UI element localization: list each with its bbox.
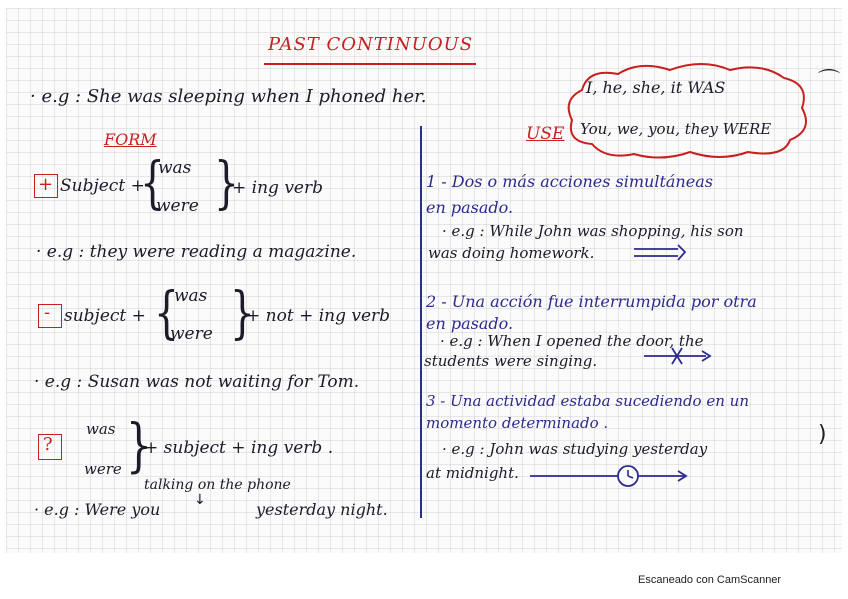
use-1-heading-2: en pasado.: [426, 198, 514, 217]
interrupted-arrow-icon: [642, 344, 714, 366]
title-underline: [264, 63, 476, 65]
use-3-heading: 3 - Una actividad estaba sucediendo en un: [426, 392, 749, 410]
question-suffix: + subject + ing verb .: [144, 438, 334, 458]
use-1-example-2: was doing homework.: [428, 244, 595, 262]
negative-were: were: [170, 324, 213, 344]
form-label: FORM: [104, 130, 157, 149]
edge-mark-bottom: ): [818, 422, 827, 447]
negative-suffix: + not + ing verb: [246, 306, 391, 326]
use-3-example-2: at midnight.: [426, 464, 519, 482]
notebook-page: [6, 8, 842, 553]
edge-mark-top: ⌒: [818, 69, 841, 94]
simultaneous-arrows-icon: [632, 244, 688, 262]
negative-brace-left: {: [154, 281, 179, 346]
question-were: were: [84, 460, 122, 478]
affirmative-suffix: + ing verb: [232, 178, 323, 198]
affirmative-were: were: [156, 196, 199, 216]
question-example-above: talking on the phone: [144, 477, 291, 493]
affirmative-brace-right: }: [214, 151, 239, 216]
use-label: USE: [526, 124, 565, 144]
use-3-heading-2: momento determinado .: [426, 414, 609, 432]
question-example-end: yesterday night.: [256, 500, 388, 519]
cloud-line-1: I, he, she, it WAS: [586, 78, 726, 97]
negative-subject: subject +: [64, 306, 146, 326]
question-example: · e.g : Were you: [34, 500, 161, 519]
use-2-heading-2: en pasado.: [426, 314, 514, 333]
clock-timeline-icon: [528, 462, 692, 488]
scanner-footer: Escaneado con CamScanner: [638, 574, 782, 586]
affirmative-subject: Subject +: [60, 176, 145, 196]
question-symbol: ?: [43, 434, 53, 455]
affirmative-symbol: +: [38, 174, 54, 195]
negative-was: was: [174, 286, 208, 306]
page-title: PAST CONTINUOUS: [268, 34, 474, 55]
question-brace-right: }: [126, 411, 152, 479]
insert-arrow-icon: ↓: [194, 492, 206, 508]
affirmative-was: was: [158, 158, 192, 178]
use-1-heading: 1 - Dos o más acciones simultáneas: [426, 172, 713, 191]
column-divider: [420, 126, 422, 518]
negative-brace-right: }: [230, 281, 255, 346]
negative-symbol: -: [44, 302, 51, 323]
use-2-example: · e.g : When I opened the door, the: [440, 332, 704, 350]
cloud-shape: [562, 60, 814, 160]
cloud-line-2: You, we, you, they WERE: [580, 120, 772, 138]
use-2-heading: 2 - Una acción fue interrumpida por otra: [426, 292, 757, 311]
affirmative-example: · e.g : they were reading a magazine.: [36, 242, 357, 262]
use-1-example: · e.g : While John was shopping, his son: [442, 222, 744, 240]
use-2-example-2: students were singing.: [424, 352, 598, 370]
negative-example: · e.g : Susan was not waiting for Tom.: [34, 372, 360, 392]
question-was: was: [86, 420, 116, 438]
affirmative-brace-left: {: [140, 151, 165, 216]
intro-example: · e.g : She was sleeping when I phoned her.: [30, 86, 427, 107]
use-3-example: · e.g : John was studying yesterday: [442, 440, 708, 458]
